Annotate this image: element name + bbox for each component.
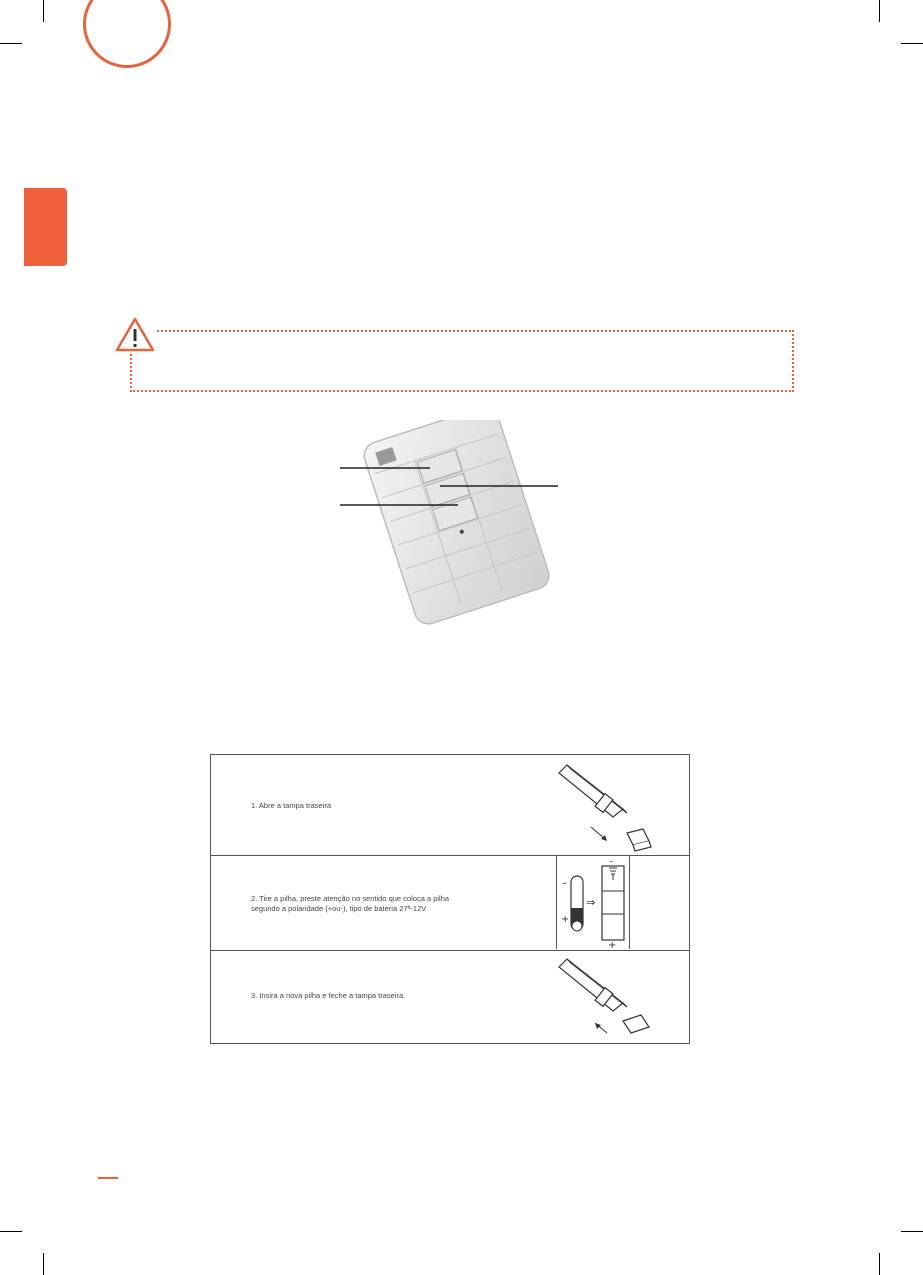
plus-symbol: + (561, 914, 570, 925)
step-3-text: 3. Insira a nova pilha e feche a tampa traseira. (251, 991, 406, 1000)
crop-mark (0, 43, 22, 44)
table-row (211, 951, 689, 1043)
crop-mark (879, 1253, 880, 1275)
minus-symbol: – (609, 857, 614, 867)
footer-page-marker (98, 1177, 118, 1179)
section-tab (24, 188, 67, 266)
remote-close-cover-illustration (551, 953, 661, 1048)
table-row (211, 755, 689, 856)
warning-box (130, 330, 794, 392)
remote-control-image (340, 420, 580, 632)
plus-symbol: + (608, 940, 617, 949)
crop-mark (43, 1253, 44, 1275)
minus-symbol: – (562, 878, 567, 889)
crop-mark (901, 43, 923, 44)
page-number-badge (83, 0, 171, 68)
crop-mark (43, 0, 44, 22)
step-1-text: 1. Abre a tampa traseira (251, 801, 332, 810)
battery-replacement-table (210, 754, 690, 1044)
crop-mark (901, 1231, 923, 1232)
crop-mark (879, 0, 880, 22)
battery-polarity-illustration (556, 856, 630, 949)
remote-open-cover-illustration (551, 759, 661, 858)
warning-icon (114, 316, 156, 354)
arrow-symbol: ⇒ (586, 896, 596, 909)
step-2-text: 2. Tire a pilha, preste atenção no sentido que coloca a pilha segundo a polaridade (+ou-), tipo de bateria 27ª-12V (251, 894, 450, 913)
crop-mark (0, 1231, 22, 1232)
table-row (211, 856, 689, 951)
